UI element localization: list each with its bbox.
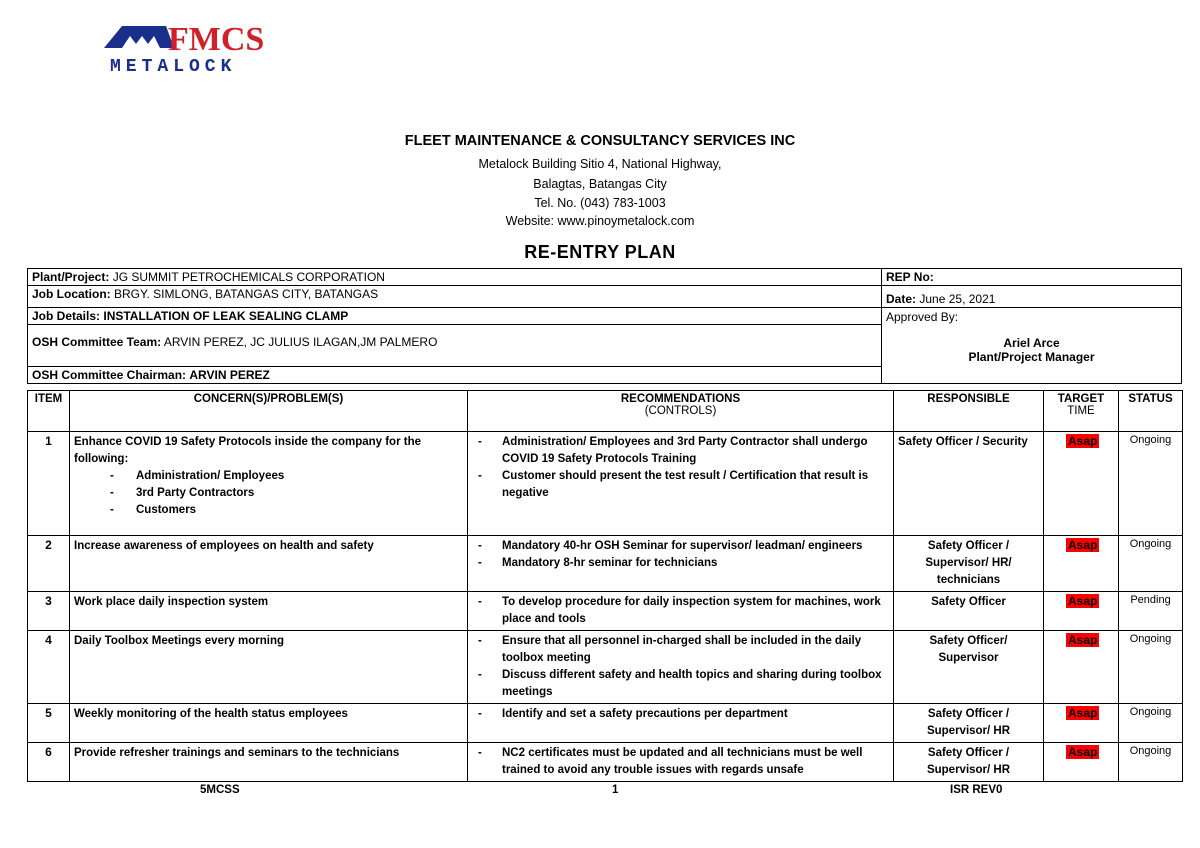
header-concern: CONCERN(S)/PROBLEM(S): [70, 391, 468, 432]
plant-project-cell: [28, 269, 882, 286]
date-value: June 25, 2021: [919, 292, 996, 306]
table-row: [28, 536, 1183, 592]
logo-top-text: FMCS: [168, 21, 265, 58]
row-responsible: Safety Officer / Supervisor/ HR/ technicians: [894, 536, 1044, 592]
row-status: Pending: [1119, 592, 1183, 631]
chairman-label: OSH Committee Chairman:: [32, 368, 187, 382]
row-recommendations: [468, 536, 894, 592]
row-status: Ongoing: [1119, 536, 1183, 592]
row-concern: [70, 432, 468, 536]
table-row: [28, 432, 1183, 536]
row-concern: Work place daily inspection system: [70, 592, 468, 631]
footer-right: ISR REV0: [950, 784, 1003, 796]
recommendation-item: - NC2 certificates must be updated and all technicians must be well trained to avoid any trouble issues with regards unsafe: [472, 745, 889, 779]
recommendation-item: - Identify and set a safety precautions per department: [472, 706, 889, 723]
row-responsible: Safety Officer / Security: [894, 432, 1044, 536]
row-concern: Increase awareness of employees on health and safety: [70, 536, 468, 592]
team-value: ARVIN PEREZ, JC JULIUS ILAGAN,JM PALMERO: [163, 335, 438, 349]
row-item: 2: [28, 536, 70, 592]
plant-label: Plant/Project:: [32, 270, 110, 284]
recommendation-item: - To develop procedure for daily inspection system for machines, work place and tools: [472, 594, 889, 628]
row-item: 3: [28, 592, 70, 631]
row-item: 6: [28, 743, 70, 782]
table-header-row: [28, 391, 1183, 432]
header-recommendations: [468, 391, 894, 432]
location-value: BRGY. SIMLONG, BATANGAS CITY, BATANGAS: [114, 287, 379, 301]
asap-badge: Asap: [1068, 594, 1098, 608]
row-target: [1044, 592, 1119, 631]
header-target-line1: TARGET: [1057, 393, 1105, 405]
row-concern: Daily Toolbox Meetings every morning: [70, 631, 468, 704]
asap-badge: Asap: [1068, 706, 1098, 720]
row-concern: Weekly monitoring of the health status employees: [70, 704, 468, 743]
row-target: [1044, 432, 1119, 536]
job-location-cell: [28, 286, 882, 308]
company-website: Website: www.pinoymetalock.com: [505, 214, 695, 228]
table-row: [28, 592, 1183, 631]
concern-sub-item: - Administration/ Employees: [110, 468, 463, 485]
table-row: [28, 631, 1183, 704]
footer-page-number: 1: [612, 784, 619, 796]
table-row: [28, 704, 1183, 743]
company-name: FLEET MAINTENANCE & CONSULTANCY SERVICES INC: [404, 133, 796, 149]
row-status: Ongoing: [1119, 432, 1183, 536]
date-cell: [882, 286, 1182, 308]
row-target: [1044, 536, 1119, 592]
asap-badge: Asap: [1068, 538, 1098, 552]
asap-badge: Asap: [1068, 633, 1098, 647]
asap-badge: Asap: [1068, 434, 1098, 448]
approver-title: Plant/Project Manager: [968, 350, 1095, 364]
row-recommendations: [468, 432, 894, 536]
osh-chairman-cell: [28, 367, 882, 384]
row-responsible: Safety Officer / Supervisor/ HR: [894, 704, 1044, 743]
approved-label: Approved By:: [886, 310, 959, 324]
recommendation-item: - Ensure that all personnel in-charged shall be included in the daily toolbox meeting: [472, 633, 889, 667]
reentry-plan-table: [27, 390, 1183, 782]
header-recom-line2: (CONTROLS): [644, 405, 717, 417]
fmcs-metalock-logo: [104, 18, 284, 74]
row-item: 5: [28, 704, 70, 743]
rep-no-cell: [882, 269, 1182, 286]
row-responsible: Safety Officer/ Supervisor: [894, 631, 1044, 704]
header-responsible: RESPONSIBLE: [894, 391, 1044, 432]
header-item: ITEM: [28, 391, 70, 432]
recommendation-item: - Discuss different safety and health topics and sharing during toolbox meetings: [472, 667, 889, 701]
plant-value: JG SUMMIT PETROCHEMICALS CORPORATION: [112, 270, 385, 284]
asap-badge: Asap: [1068, 745, 1098, 759]
recommendation-item: - Administration/ Employees and 3rd Party Contractor shall undergo COVID 19 Safety Protocols Training: [472, 434, 889, 468]
row-recommendations: [468, 631, 894, 704]
job-details-cell: [28, 308, 882, 325]
header-status: STATUS: [1119, 391, 1183, 432]
row-item: 1: [28, 432, 70, 536]
approval-cell: [882, 308, 1182, 384]
footer-left: 5MCSS: [200, 784, 240, 796]
header-target-time: [1044, 391, 1119, 432]
concern-text: Enhance COVID 19 Safety Protocols inside the company for the following:: [74, 436, 421, 465]
row-status: Ongoing: [1119, 631, 1183, 704]
recommendation-item: - Mandatory 40-hr OSH Seminar for supervisor/ leadman/ engineers: [472, 538, 889, 555]
concern-sub-item: - Customers: [110, 502, 463, 519]
osh-team-cell: [28, 325, 882, 367]
company-tel: Tel. No. (043) 783-1003: [534, 196, 666, 210]
approver-name: Ariel Arce: [1003, 336, 1060, 350]
rep-label: REP No:: [886, 270, 934, 284]
row-concern: Provide refresher trainings and seminars to the technicians: [70, 743, 468, 782]
details-value: INSTALLATION OF LEAK SEALING CLAMP: [103, 309, 349, 323]
row-responsible: Safety Officer: [894, 592, 1044, 631]
location-label: Job Location:: [32, 287, 111, 301]
team-label: OSH Committee Team:: [32, 335, 162, 349]
logo-bottom-text: METALOCK: [110, 57, 237, 74]
project-info-table: [27, 268, 1182, 384]
row-recommendations: [468, 592, 894, 631]
row-target: [1044, 743, 1119, 782]
row-recommendations: [468, 704, 894, 743]
document-title: RE-ENTRY PLAN: [524, 242, 676, 262]
chairman-value: ARVIN PEREZ: [189, 368, 270, 382]
row-status: Ongoing: [1119, 743, 1183, 782]
row-status: Ongoing: [1119, 704, 1183, 743]
row-target: [1044, 704, 1119, 743]
details-label: Job Details:: [32, 309, 101, 323]
date-label: Date:: [886, 292, 917, 306]
header-target-line2: TIME: [1067, 405, 1095, 417]
table-row: [28, 743, 1183, 782]
row-recommendations: [468, 743, 894, 782]
row-responsible: Safety Officer / Supervisor/ HR: [894, 743, 1044, 782]
concern-sub-item: - 3rd Party Contractors: [110, 485, 463, 502]
row-item: 4: [28, 631, 70, 704]
recommendation-item: - Customer should present the test result / Certification that result is negative: [472, 468, 889, 502]
header-recom-line1: RECOMMENDATIONS: [620, 393, 741, 405]
recommendation-item: - Mandatory 8-hr seminar for technicians: [472, 555, 889, 572]
company-address-line1: Metalock Building Sitio 4, National Highway,: [478, 157, 722, 171]
company-address-line2: Balagtas, Batangas City: [533, 177, 667, 191]
row-target: [1044, 631, 1119, 704]
